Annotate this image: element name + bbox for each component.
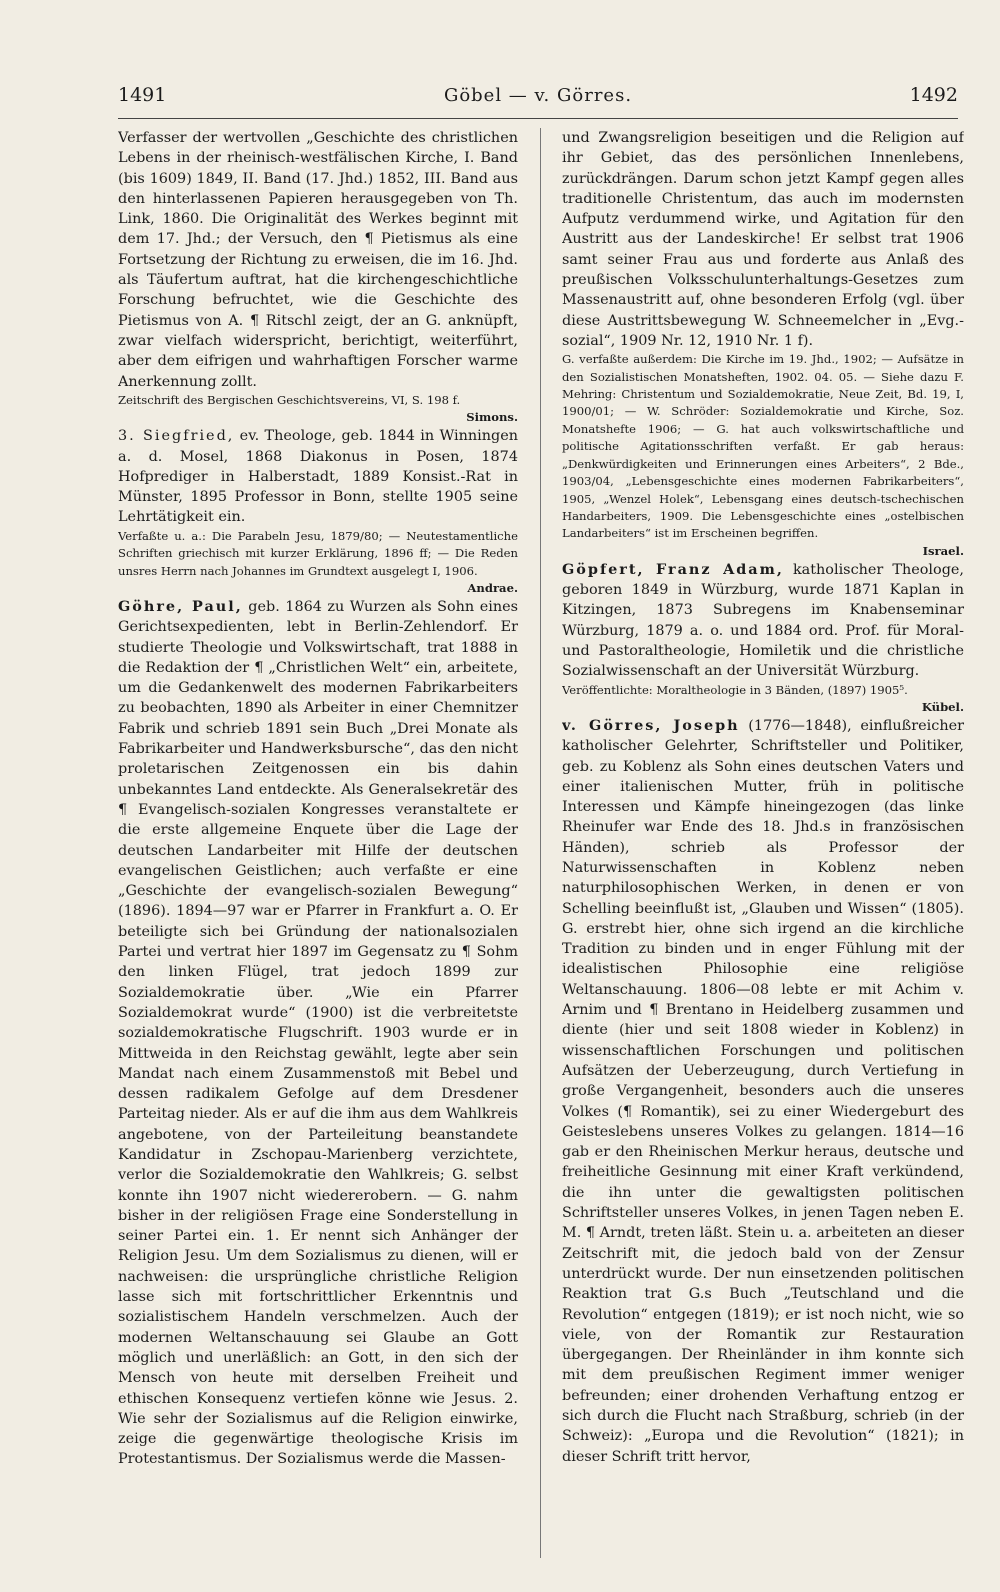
gohre-text: geb. 1864 zu Wurzen als Sohn eines Gerichtsexpedienten, lebt in Berlin-Zehlendorf. Er studierte Theologie und Volkswirtschaft, trat 1888 in die Redaktion der ¶ „Christlichen Welt“ ein, arbeitete, um die Gedankenwelt des modernen Fabrikarbeiters zu beobachten, 1890 als Arbeiter in einer Chemnitzer Fabrik und schrieb 1891 sein Buch „Drei Monate als Fabrikarbeiter und Handwerksbursche“, das den nicht proletarischen Zeitgenossen ein bis dahin unbekanntes Land entdeckte. Als Generalsekretär des ¶ Evangelisch-sozialen Kongresses veranstaltete er die erste allgemeine Enquete über die Lage der deutschen Landarbeiter mit Hilfe der deutschen evangelischen Geistlichen; auch verfaßte er eine „Geschichte der evangelisch-sozialen Bewegung“ (1896). 1894—97 war er Pfarrer in Frankfurt a. O. Er beteiligte sich bei Gründung der nationalsozialen Partei und vertrat hier 1897 im Gegensatz zu ¶ Sohm den linken Flügel, trat jedoch 1899 zur Sozialdemokratie über. „Wie ein Pfarrer Sozialdemokrat wurde“ (1900) ist die verbreitetste sozialdemokratische Flugschrift. 1903 wurde er in Mittweida in den Reichstag gewählt, legte aber sein Mandat nach einem Zusammenstoß mit Bebel und dessen radikalem Gefolge auf dem Dresdener Parteitag nieder. Als er auf die ihm aus dem Wahlkreis angebotene, von der Parteileitung beanstandete Kandidatur in Zschopau-Marienberg verzichtete, verlor die Sozialdemokratie den Wahlkreis; G. selbst konnte ihn 1907 nicht wiedererobern. — G. nahm bisher in der religiösen Frage eine Sonderstellung in seiner Partei ein. 1. Er nennt sich Anhänger der Religion Jesu. Um dem Sozialismus zu dienen, will er nachweisen: die ursprüngliche christliche Religion lasse sich mit fortschrittlicher Erkenntnis und sozialistischem Handeln verschmelzen. Auch der modernen Weltanschauung sei Glaube an Gott möglich und unerläßlich: an Gott, in den sich der Mensch von heute mit derselben Freiheit und ethischen Konsequenz vertiefen könne wie Jesus. 2. Wie sehr der Sozialismus auf die Religion einwirke, zeige die gegenwärtige theologische Krisis im Protestantismus. Der Sozialismus werde die Massen- xyxy=(118,598,518,1468)
entry-siegfried xyxy=(118,426,518,527)
page-header xyxy=(118,84,958,114)
signature-simons: Simons. xyxy=(466,410,518,425)
entry-gorres xyxy=(562,716,964,1467)
gohre-literature: G. verfaßte außerdem: Die Kirche im 19. Jhd., 1902; — Aufsätze in den Sozialistischen Monatsheften, 1902. 04. 05. — Siehe dazu F. Mehring: Christentum und Sozialdemokratie, Neue Zeit, Bd. 19, I, 1900/01; — W. Schröder: Sozialdemokratie und Kirche, Soz. Monatshefte 1906; — G. hat auch volkswirtschaftliche und politische Agitationsschriften verfaßt. Er gab heraus: „Denkwürdigkeiten und Erinnerungen eines Arbeiters“, 2 Bde., 1903/04, „Lebensgeschichte eines modernen Fabrikarbeiters“, 1905, „Wenzel Holek“, Lebensgang eines deutsch-tschechischen Handarbeiters, 1909. Die Lebensgeschichte eines „ostelbischen Landarbeiters“ ist im Erscheinen begriffen. xyxy=(562,352,964,541)
signature-andrae: Andrae. xyxy=(467,580,518,595)
signature-israel: Israel. xyxy=(922,543,964,558)
gobel-literature: Zeitschrift des Bergischen Geschichtsvereins, VI, S. 198 f. xyxy=(118,392,461,407)
right-column xyxy=(562,128,964,1558)
siegfried-literature: Verfaßte u. a.: Die Parabeln Jesu, 1879/80; — Neutestamentliche Schriften griechisch mit kurzer Erklärung, 1896 ff; — Die Reden unsres Herrn nach Johannes im Grundtext ausgelegt I, 1906. xyxy=(118,528,518,578)
column-divider xyxy=(540,128,541,1558)
siegfried-text: ev. Theologe, geb. 1844 in Winningen a. d. Mosel, 1868 Diakonus in Posen, 1874 Hofprediger in Halberstadt, 1889 Konsist.-Rat in Münster, 1895 Professor in Bonn, stellte 1905 seine Lehrtätigkeit ein. xyxy=(118,428,518,526)
signature-kubel: Kübel. xyxy=(921,699,964,714)
gorres-text: (1776—1848), einflußreicher katholischer Gelehrter, Schriftsteller und Politiker, geb. zu Koblenz als Sohn eines deutschen Vaters und einer italienischen Mutter, früh in politische Interessen und Kämpfe hineingezogen (das linke Rheinufer war Ende des 18. Jhd.s in französischen Händen), schrieb als Professor der Naturwissenschaften in Koblenz neben naturphilosophischen Werken, in denen er von Schelling beeinflußt ist, „Glauben und Wissen“ (1805). G. erstrebt hier, ohne sich irgend an die kirchliche Tradition zu binden und in enger Fühlung mit der idealistischen Philosophie eine religiöse Weltanschauung. 1806—08 lebte er mit Achim v. Arnim und ¶ Brentano in Heidelberg zusammen und diente (hier und seit 1808 wieder in Koblenz) in wissenschaftlichen Forschungen und politischen Aufsätzen der Ueberzeugung, durch Vertiefung in große Vergangenheit, besonders auch die unseres Volkes (¶ Romantik), sei zu einer Wiedergeburt des Geisteslebens unseres Volkes zu gelangen. 1814—16 gab er den Rheinischen Merkur heraus, deutsche und freiheitliche Gesinnung mit einer Kraft verkündend, die ihn unter die gewaltigsten politischen Schriftsteller unseres Volkes, in jenen Tagen neben E. M. ¶ Arndt, treten läßt. Stein u. a. arbeiteten an dieser Zeitschrift mit, die jedoch bald von der Zensur unterdrückt wurde. Der nun einsetzenden politischen Reaktion trat G.s Buch „Teutschland und die Revolution“ entgegen (1819); er ist noch nicht, wie so viele, von der Romantik zur Restauration übergegangen. Der Rheinländer in ihm konnte sich mit dem preußischen Regiment immer weniger befreunden; einer drohenden Verhaftung entzog er sich durch die Flucht nach Straßburg, schrieb (in der Schweiz): „Europa und die Revolution“ (1821); in dieser Schrift tritt hervor, xyxy=(562,717,964,1465)
headword-siegfried: 3. Siegfried, xyxy=(118,428,235,445)
entry-gopfert xyxy=(562,560,964,682)
gohre-continued-text: und Zwangsreligion beseitigen und die Religion auf ihr Gebiet, das des persönlichen Innenlebens, zurückdrängen. Darum schon jetzt Kampf gegen alles traditionelle Christentum, das auch im modernsten Aufputz verdummend wirke, und Agitation für den Austritt aus der Landeskirche! Er selbst trat 1906 samt seiner Frau aus und forderte aus Anlaß des preußischen Volksschulunterhaltungs-Gesetzes zum Massenaustritt auf, ohne besonderen Erfolg (vgl. über diese Austrittsbewegung W. Schneemelcher in „Evg.-sozial“, 1909 Nr. 12, 1910 Nr. 1 f). xyxy=(562,130,964,349)
header-rule xyxy=(118,118,958,119)
gopfert-literature: Veröffentlichte: Moraltheologie in 3 Bänden, (1897) 1905⁵. xyxy=(562,682,908,697)
headword-gorres: v. Görres, Joseph xyxy=(562,716,740,734)
headword-gohre: Göhre, Paul, xyxy=(118,597,243,615)
headword-gopfert: Göpfert, Franz Adam, xyxy=(562,560,784,578)
entry-gohre xyxy=(118,597,518,1470)
running-title: Göbel — v. Görres. xyxy=(443,85,633,106)
gobel-text: Verfasser der wertvollen „Geschichte des christlichen Lebens in der rheinisch-westfälischen Kirche, I. Band (bis 1609) 1849, II. Band (17. Jhd.) 1852, III. Band aus den hinterlassenen Papieren herausgegeben von Th. Link, 1860. Die Originalität des Werkes beginnt mit dem 17. Jhd.; der Versuch, den ¶ Pietismus als eine Fortsetzung der Richtung zu erweisen, die im 16. Jhd. als Täufertum auftrat, hat die kirchengeschichtliche Forschung befruchtet, wie die Geschichte des Pietismus von A. ¶ Ritschl zeigt, der an G. anknüpft, zwar vielfach widerspricht, berichtigt, weiterführt, aber dem eifrigen und wahrhaftigen Forscher warme Anerkennung zollt. xyxy=(118,130,518,390)
page-number-right: 1492 xyxy=(909,84,958,106)
gopfert-text: katholischer Theologe, geboren 1849 in Würzburg, wurde 1871 Kaplan in Kitzingen, 1873 Subregens im Knabenseminar Würzburg, 1879 a. o. und 1884 ord. Prof. für Moral- und Pastoraltheologie, Homiletik und die christliche Sozialwissenschaft an der Universität Würzburg. xyxy=(562,561,964,680)
page-number-left: 1491 xyxy=(118,84,167,106)
left-column xyxy=(118,128,518,1558)
